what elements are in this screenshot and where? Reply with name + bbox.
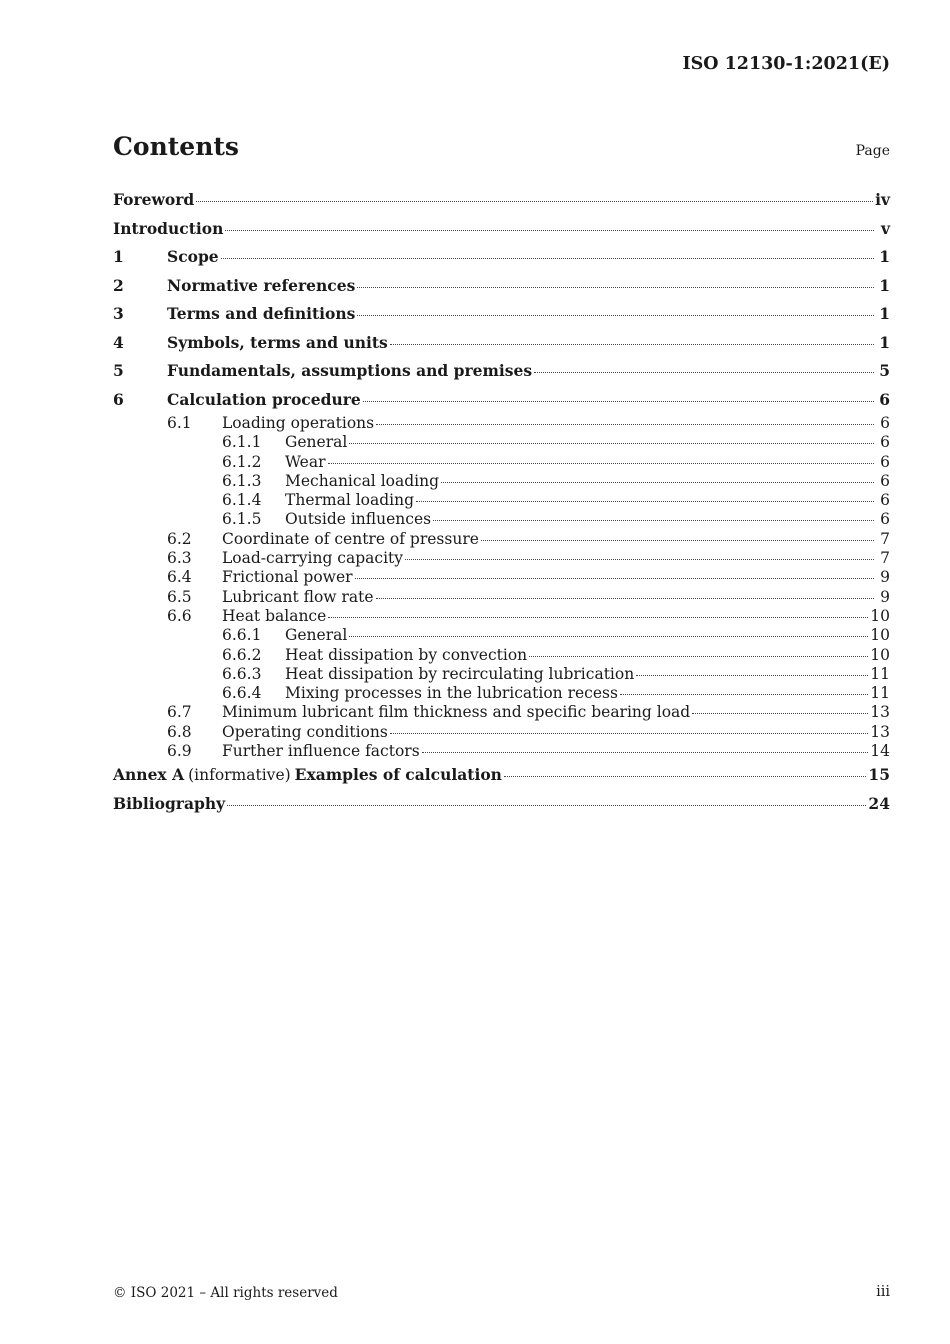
toc-page: 6 — [880, 471, 890, 490]
toc-entry-6-1-4[interactable] — [113, 491, 890, 510]
toc-leader — [357, 315, 874, 316]
toc-number: 4 — [113, 332, 124, 352]
toc-text: Mixing processes in the lubrication recess — [285, 684, 618, 703]
toc-leader — [349, 636, 868, 637]
toc-page: 10 — [870, 626, 890, 645]
toc-page: 10 — [870, 645, 890, 664]
toc-number: 6.5 — [167, 587, 192, 606]
toc-leader — [390, 344, 874, 345]
toc-entry-introduction[interactable] — [113, 215, 890, 244]
toc-page: 1 — [879, 247, 890, 266]
toc-number: 6.6.3 — [222, 664, 262, 683]
toc-page: 24 — [868, 793, 890, 813]
toc-number: 6.1.1 — [222, 433, 262, 452]
toc-leader — [620, 694, 868, 695]
toc-number: 6 — [113, 389, 124, 409]
toc-entry-6-2[interactable] — [113, 530, 890, 549]
toc-entry-foreword[interactable] — [113, 186, 890, 215]
toc-text: Terms and definitions — [167, 304, 356, 323]
page-column-label: Page — [855, 143, 890, 159]
toc-entry-annex-a[interactable] — [113, 761, 890, 790]
toc-page: 6 — [880, 414, 890, 432]
toc-page: 15 — [868, 765, 890, 785]
toc-text: General — [285, 433, 348, 452]
toc-number: 6.2 — [167, 529, 192, 548]
toc-page: 1 — [879, 275, 890, 295]
table-of-contents — [113, 186, 890, 818]
toc-number: 6.7 — [167, 703, 192, 722]
toc-number: 6.6.2 — [222, 645, 262, 664]
toc-page: 6 — [880, 433, 890, 452]
toc-page: 13 — [870, 703, 890, 722]
title-row — [113, 132, 890, 161]
toc-text: General — [285, 626, 348, 645]
toc-number: 3 — [113, 304, 124, 323]
toc-page: iv — [875, 190, 890, 209]
toc-page: 14 — [870, 742, 890, 761]
toc-entry-6-6-4[interactable] — [113, 684, 890, 703]
toc-page: v — [880, 218, 890, 238]
toc-number: 6.6.4 — [222, 684, 262, 703]
copyright-footer: © ISO 2021 – All rights reserved — [113, 1285, 338, 1301]
page-number: iii — [876, 1284, 890, 1300]
toc-entry-5[interactable] — [113, 357, 890, 386]
toc-entry-6-1-5[interactable] — [113, 510, 890, 529]
toc-number: 6.1 — [167, 414, 192, 432]
toc-number: 6.6 — [167, 606, 192, 625]
toc-leader — [363, 401, 874, 402]
toc-leader — [225, 230, 874, 231]
toc-text: Lubricant flow rate — [222, 587, 374, 606]
toc-number: 2 — [113, 275, 124, 295]
toc-entry-3[interactable] — [113, 300, 890, 329]
toc-entry-6-6[interactable] — [113, 607, 890, 626]
toc-annex-qualifier: (informative) — [188, 766, 291, 785]
toc-page: 6 — [880, 510, 890, 529]
toc-page: 7 — [880, 529, 890, 548]
toc-entry-6-6-2[interactable] — [113, 646, 890, 665]
toc-page: 11 — [870, 664, 890, 683]
toc-leader — [328, 463, 875, 464]
toc-leader — [221, 258, 874, 259]
toc-text: Foreword — [113, 190, 195, 209]
toc-number: 6.4 — [167, 568, 192, 587]
toc-number: 6.1.5 — [222, 510, 262, 529]
toc-leader — [376, 598, 874, 599]
toc-leader — [433, 520, 874, 521]
toc-number: 6.9 — [167, 742, 192, 761]
toc-text: Bibliography — [113, 793, 226, 813]
toc-annex-label: Annex A — [113, 765, 185, 785]
toc-number: 6.1.4 — [222, 491, 262, 510]
toc-text: Outside influences — [285, 510, 432, 529]
toc-entry-6[interactable] — [113, 386, 890, 415]
toc-page: 7 — [880, 549, 890, 568]
toc-page: 1 — [879, 304, 890, 323]
toc-leader — [534, 372, 874, 373]
toc-page: 1 — [879, 332, 890, 352]
toc-entry-6-1[interactable] — [113, 414, 890, 433]
toc-entry-6-8[interactable] — [113, 723, 890, 742]
toc-entry-2[interactable] — [113, 272, 890, 301]
toc-leader — [357, 287, 874, 288]
toc-leader — [416, 501, 874, 502]
toc-entry-bibliography[interactable] — [113, 790, 890, 819]
toc-text: Scope — [167, 247, 219, 266]
toc-leader — [355, 578, 874, 579]
toc-text: Calculation procedure — [167, 389, 361, 409]
toc-text: Heat balance — [222, 606, 327, 625]
toc-leader — [328, 617, 868, 618]
toc-page: 10 — [870, 606, 890, 625]
toc-page: 5 — [879, 361, 890, 380]
toc-page: 6 — [880, 491, 890, 510]
toc-leader — [227, 805, 866, 806]
toc-text: Examples of calculation — [294, 765, 502, 785]
toc-text: Mechanical loading — [285, 471, 440, 490]
page-title: Contents — [113, 132, 240, 161]
toc-leader — [692, 713, 868, 714]
toc-leader — [390, 733, 868, 734]
toc-page: 9 — [880, 568, 890, 587]
toc-leader — [349, 443, 874, 444]
toc-text: Wear — [285, 452, 326, 471]
toc-entry-6-7[interactable] — [113, 703, 890, 722]
toc-number: 6.6.1 — [222, 626, 262, 645]
toc-leader — [422, 752, 869, 753]
toc-leader — [636, 675, 868, 676]
toc-number: 6.1.3 — [222, 471, 262, 490]
toc-text: Fundamentals, assumptions and premises — [167, 361, 533, 380]
toc-number: 6.8 — [167, 722, 192, 741]
toc-text: Introduction — [113, 218, 224, 238]
toc-text: Heat dissipation by convection — [285, 645, 528, 664]
toc-page: 6 — [879, 389, 890, 409]
toc-entry-6-4[interactable] — [113, 568, 890, 587]
toc-entry-6-6-3[interactable] — [113, 665, 890, 684]
toc-text: Symbols, terms and units — [167, 332, 388, 352]
toc-number: 5 — [113, 361, 124, 380]
toc-leader — [376, 424, 874, 425]
toc-entry-6-1-2[interactable] — [113, 453, 890, 472]
toc-text: Further influence factors — [222, 742, 420, 761]
toc-text: Minimum lubricant film thickness and specific bearing load — [222, 703, 691, 722]
toc-entry-1[interactable] — [113, 243, 890, 272]
toc-entry-6-6-1[interactable] — [113, 626, 890, 645]
toc-page: 11 — [870, 684, 890, 703]
toc-leader — [481, 540, 874, 541]
toc-page: 13 — [870, 722, 890, 741]
toc-text: Thermal loading — [285, 491, 415, 510]
toc-text: Operating conditions — [222, 722, 388, 741]
toc-entry-6-9[interactable] — [113, 742, 890, 761]
toc-text: Normative references — [167, 275, 356, 295]
toc-entry-6-3[interactable] — [113, 549, 890, 568]
toc-number: 1 — [113, 247, 124, 266]
toc-page: 9 — [880, 587, 890, 606]
toc-entry-6-5[interactable] — [113, 588, 890, 607]
toc-text: Frictional power — [222, 568, 353, 587]
toc-page: 6 — [880, 452, 890, 471]
toc-leader — [405, 559, 874, 560]
toc-leader — [529, 656, 868, 657]
toc-text: Coordinate of centre of pressure — [222, 529, 479, 548]
toc-leader — [196, 201, 873, 202]
toc-leader — [504, 776, 866, 777]
toc-entry-4[interactable] — [113, 329, 890, 358]
toc-entry-6-1-3[interactable] — [113, 472, 890, 491]
document-id: ISO 12130-1:2021(E) — [682, 54, 890, 74]
toc-number: 6.1.2 — [222, 452, 262, 471]
toc-leader — [441, 482, 874, 483]
toc-text: Heat dissipation by recirculating lubrication — [285, 664, 635, 683]
toc-number: 6.3 — [167, 549, 192, 568]
toc-entry-6-1-1[interactable] — [113, 433, 890, 452]
toc-text: Loading operations — [222, 414, 375, 432]
toc-text: Load-carrying capacity — [222, 549, 404, 568]
